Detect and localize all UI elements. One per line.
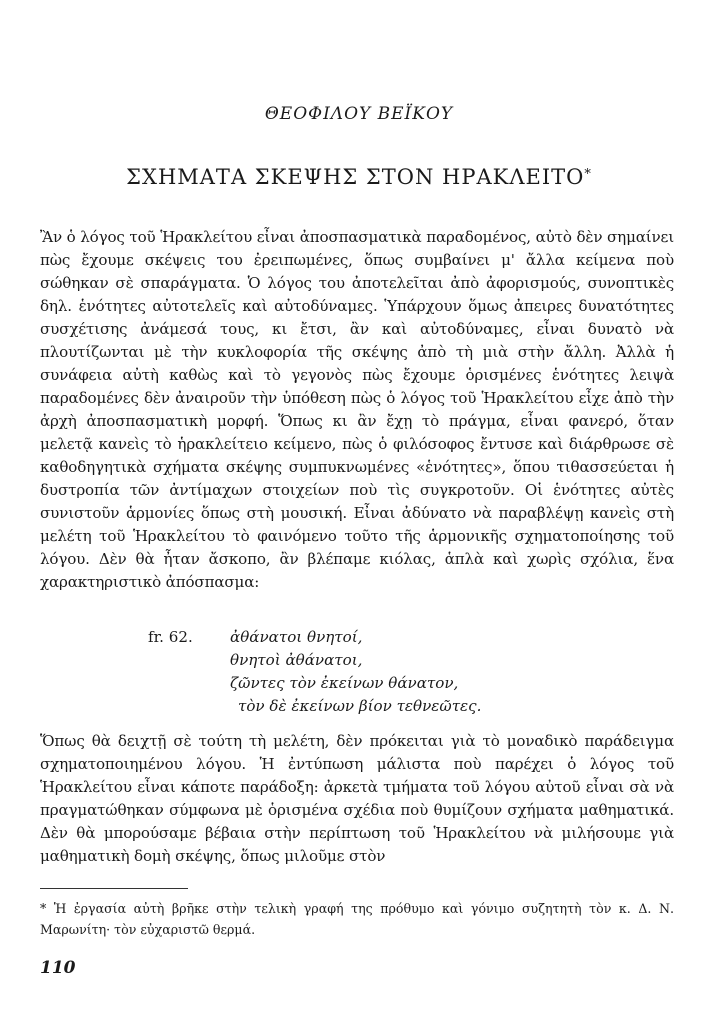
footnote-text: * Ἡ ἐργασία αὐτὴ βρῆκε στὴν τελικὴ γραφή της πρόθυμο καὶ γόνιμο συζητητὴ τὸν κ. Δ. Ν. Μαρωνίτη· τὸν εὐχαριστῶ θερμά.: [40, 901, 674, 937]
article-title-text: ΣΧΗΜΑΤΑ ΣΚΕΨΗΣ ΣΤΟΝ ΗΡΑΚΛΕΙΤΟ: [126, 165, 585, 189]
fragment-label: fr. 62.: [148, 628, 193, 646]
fragment-lines: [230, 626, 481, 718]
page-number: 110: [40, 958, 76, 978]
body-paragraph-2: Ὅπως θὰ δειχτῇ σὲ τούτη τὴ μελέτη, δὲν πρόκειται γιὰ τὸ μοναδικὸ παράδειγμα σχηματοποιημένου λόγου. Ἡ ἐντύπωση μάλιστα ποὺ παρέχει ὁ λόγος τοῦ Ἡρακλείτου εἶναι κάποτε παράδοξη: ἀρκετὰ τμήματα τοῦ λόγου αὐτοῦ εἶναι σὰ νὰ πραγματώθηκαν σύμφωνα μὲ ὁρισμένα σχέδια ποὺ θυμίζουν σχήματα μαθηματικά. Δὲν θὰ μπορούσαμε βέβαια στὴν περίπτωση τοῦ Ἡρακλείτου νὰ μιλήσουμε γιὰ μαθηματικὴ δομὴ σκέψης, ὅπως μιλοῦμε στὸν: [40, 732, 674, 865]
fragment-line-4: τὸν δὲ ἐκείνων βίον τεθνεῶτες.: [238, 697, 482, 715]
fragment-line-3: ζῶντες τὸν ἐκείνων θάνατον,: [230, 674, 459, 692]
author-name: ΘΕΟΦΙΛΟΥ ΒΕΪΚΟΥ: [264, 104, 454, 124]
footnote-divider: [40, 888, 188, 889]
body-paragraph-1: Ἂν ὁ λόγος τοῦ Ἡρακλείτου εἶναι ἀποσπασματικὰ παραδομένος, αὐτὸ δὲν σημαίνει πὼς ἔχουμε σκέψεις του ἐρειπωμένες, ὅπως συμβαίνει μ' ἄλλα κείμενα ποὺ σώθηκαν σὲ σπαράγματα. Ὁ λόγος του ἀποτελεῖται ἀπὸ ἀφορισμούς, συνοπτικὲς δηλ. ἑνότητες αὐτοτελεῖς καὶ αὐτοδύναμες. Ὑπάρχουν ὅμως ἀπειρες δυνατότητες συσχέτισης ἀνάμεσά τους, κι ἔτσι, ἂν καὶ αὐτοδύναμες, εἶναι δυνατὸ νὰ πλουτίζωνται μὲ τὴν κυκλοφορία τῆς σκέψης ἀπὸ τὴ μιὰ στὴν ἄλλη. Ἀλλὰ ἡ συνάφεια αὐτὴ καθὼς καὶ τὸ γεγονὸς πὼς ἔχουμε ὁρισμένες ἑνότητες λειψὰ παραδομένες δὲν ἀναιροῦν τὴν ὑπόθεση πὼς ὁ λόγος τοῦ Ἡρακλείτου εἶχε ἀπὸ τὴν ἀρχὴ ἀποσπασματικὴ μορφή. Ὅπως κι ἂν ἔχῃ τὸ πράγμα, εἶναι φανερό, ὅταν μελετᾷ κανεὶς τὸ ἡρακλείτειο κείμενο, πὼς ὁ φιλόσοφος ἔντυσε καὶ διάρθρωσε σὲ καθοδηγητικὰ σχήματα σκέψης συμπυκνωμένες «ἑνότητες», ὅπου τιθασσεύεται ἡ δυστροπία τῶν ἀντίμαχων στοιχείων ποὺ τὶς συγκροτοῦν. Οἱ ἑνότητες αὐτὲς συνιστοῦν ἁρμονίες ὅπως στὴ μουσική. Εἶναι ἀδύνατο νὰ παραβλέψῃ κανεὶς στὴ μελέτη τοῦ Ἡρακλείτου τὸ φαινόμενο τοῦτο τῆς ἁρμονικῆς σχηματοποίησης τοῦ λόγου. Δὲν θὰ ἦταν ἄσκοπο, ἂν βλέπαμε κιόλας, ἁπλὰ καὶ χωρὶς σχόλια, ἕνα χαρακτηριστικὸ ἀπόσπασμα:: [40, 228, 674, 591]
footnote-marker: *: [584, 167, 592, 182]
article-title: [0, 165, 718, 189]
fragment-line-1: ἀθάνατοι θνητοί,: [230, 628, 363, 646]
fragment-line-2: θνητοὶ ἀθάνατοι,: [230, 651, 363, 669]
